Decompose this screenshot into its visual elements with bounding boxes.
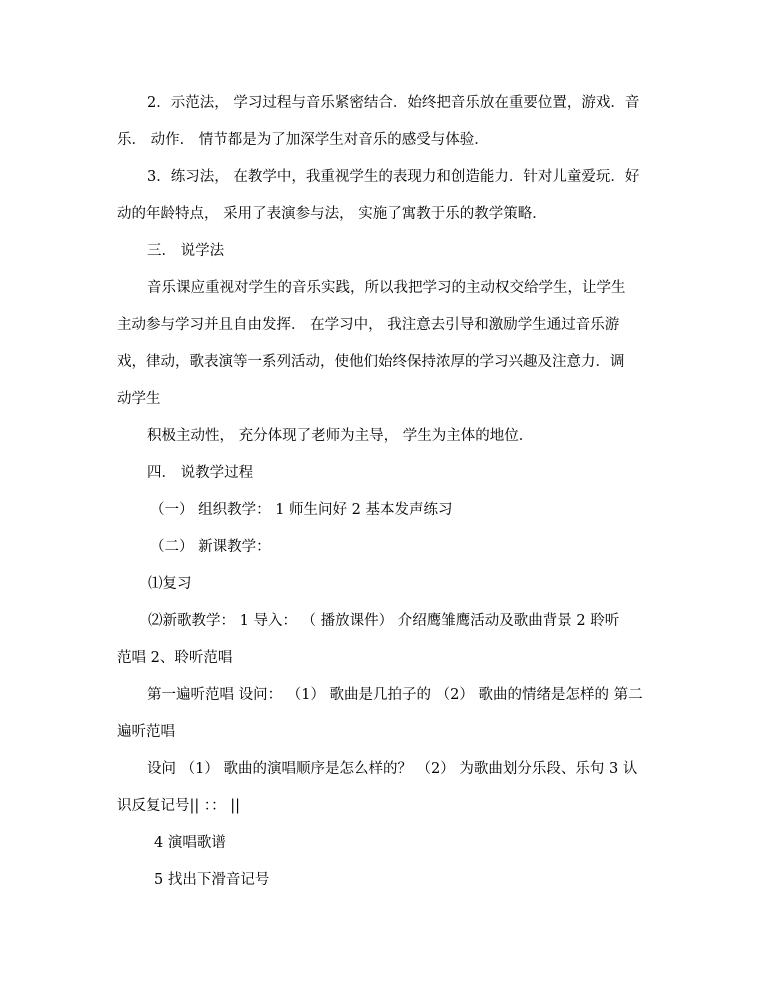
paragraph-line-6: 音乐课应重视对学生的音乐实践，所以我把学习的主动权交给学生，让学生 xyxy=(147,280,626,296)
paragraph-line-2: 乐． 动作． 情节都是为了加深学生对音乐的感受与体验． xyxy=(117,132,489,148)
paragraph-line-18: 遍听范唱 xyxy=(117,724,175,740)
section-heading-study-method: 三． 说学法 xyxy=(147,243,225,259)
paragraph-line-8: 戏，律动，歌表演等一系列活动，使他们始终保持浓厚的学习兴趣及注意力．调 xyxy=(117,354,625,370)
paragraph-line-17: 第一遍听范唱 设问： （1） 歌曲是几拍子的 （2） 歌曲的情绪是怎样的 第二 xyxy=(147,687,643,703)
paragraph-line-7: 主动参与学习并且自由发挥． 在学习中， 我注意去引导和激励学生通过音乐游 xyxy=(117,317,620,333)
paragraph-line-3: 3．练习法， 在教学中，我重视学生的表现力和创造能力．针对儿童爱玩．好 xyxy=(147,169,640,185)
paragraph-line-13: （二） 新课教学： xyxy=(150,539,271,555)
paragraph-line-12: （一） 组织教学： 1 师生问好 2 基本发声练习 xyxy=(150,502,453,518)
section-heading-teaching-process: 四． 说教学过程 xyxy=(147,465,254,481)
paragraph-line-4: 动的年龄特点， 采用了表演参与法， 实施了寓教于乐的教学策略． xyxy=(117,206,547,222)
paragraph-line-22: 5 找出下滑音记号 xyxy=(154,872,270,888)
paragraph-line-21: 4 演唱歌谱 xyxy=(154,835,226,851)
paragraph-line-19: 设问 （1） 歌曲的演唱顺序是怎么样的？ （2） 为歌曲划分乐段、乐句 3 认 xyxy=(147,761,638,777)
paragraph-line-20: 识反复记号|| ：： || xyxy=(117,798,241,814)
paragraph-line-15: ⑵新歌教学： 1 导入： （ 播放课件） 介绍鹰雏鹰活动及歌曲背景 2 聆听 xyxy=(148,613,620,629)
paragraph-line-9: 动学生 xyxy=(117,391,161,407)
paragraph-line-16: 范唱 2、聆听范唱 xyxy=(117,650,233,666)
paragraph-line-1: 2．示范法， 学习过程与音乐紧密结合．始终把音乐放在重要位置，游戏．音 xyxy=(147,95,640,111)
paragraph-line-10: 积极主动性， 充分体现了老师为主导， 学生为主体的地位． xyxy=(147,428,534,444)
paragraph-line-14: ⑴复习 xyxy=(148,576,192,592)
